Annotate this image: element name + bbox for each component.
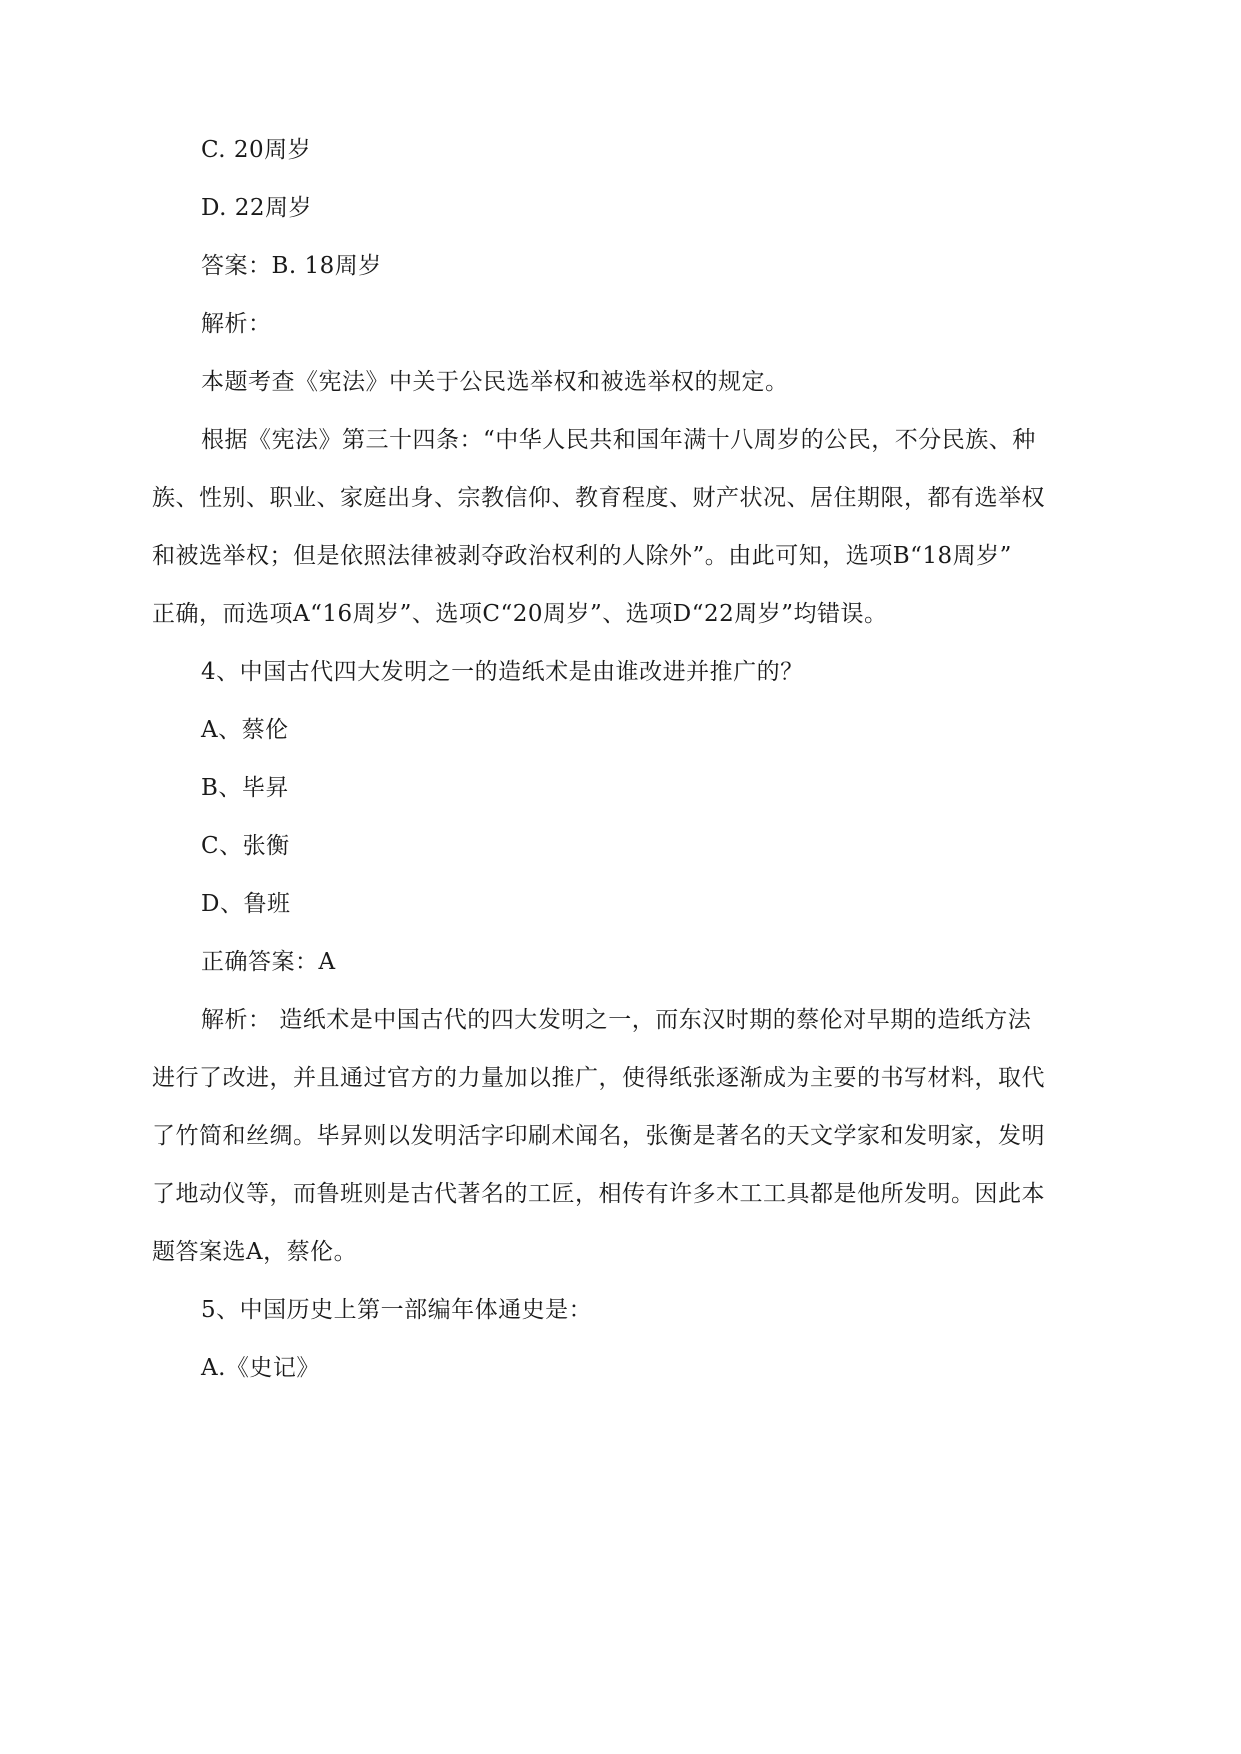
q4-analysis-line: 了竹简和丝绸。毕昇则以发明活字印刷术闻名，张衡是著名的天文学家和发明家，发明 <box>152 1123 1045 1149</box>
q5-question: 5、中国历史上第一部编年体通史是： <box>201 1297 593 1323</box>
q3-option-c: C. 20周岁 <box>201 137 312 163</box>
q4-analysis-line: 解析： 造纸术是中国古代的四大发明之一，而东汉时期的蔡伦对早期的造纸方法 <box>201 1007 1032 1033</box>
q3-analysis-line: 族、性别、职业、家庭出身、宗教信仰、教育程度、财产状况、居住期限，都有选举权 <box>152 485 1045 511</box>
q4-option-d: D、鲁班 <box>201 891 291 917</box>
q3-analysis-line: 正确，而选项A“16周岁”、选项C“20周岁”、选项D“22周岁”均错误。 <box>152 601 888 627</box>
q4-analysis-line: 进行了改进，并且通过官方的力量加以推广，使得纸张逐渐成为主要的书写材料，取代 <box>152 1065 1045 1091</box>
q4-answer: 正确答案：A <box>201 949 336 975</box>
q4-analysis-line: 了地动仪等，而鲁班则是古代著名的工匠，相传有许多木工工具都是他所发明。因此本 <box>152 1181 1045 1207</box>
q4-option-a: A、蔡伦 <box>201 717 289 743</box>
q4-option-b: B、毕昇 <box>201 775 289 801</box>
q5-option-a: A.《史记》 <box>201 1355 320 1381</box>
q4-option-c: C、张衡 <box>201 833 290 859</box>
q3-analysis-line: 根据《宪法》第三十四条：“中华人民共和国年满十八周岁的公民，不分民族、种 <box>201 427 1036 453</box>
q3-analysis-intro: 本题考查《宪法》中关于公民选举权和被选举权的规定。 <box>201 369 789 395</box>
q4-question: 4、中国古代四大发明之一的造纸术是由谁改进并推广的？ <box>201 659 804 685</box>
q3-option-d: D. 22周岁 <box>201 195 313 221</box>
q4-analysis-line: 题答案选A，蔡伦。 <box>152 1239 358 1265</box>
q3-analysis-line: 和被选举权；但是依照法律被剥夺政治权利的人除外”。由此可知，选项B“18周岁” <box>152 543 1012 569</box>
q3-analysis-label: 解析： <box>201 311 272 337</box>
q3-answer: 答案：B. 18周岁 <box>201 253 382 279</box>
